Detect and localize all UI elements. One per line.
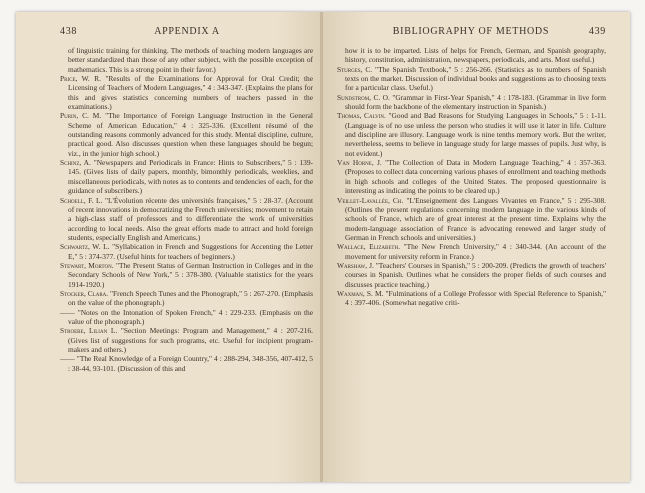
entry-author: ——: [60, 307, 75, 317]
entry-author: Stewart, Morton.: [60, 260, 114, 270]
entry-text: "Grammar in First-Year Spanish," 4 : 178-183. (Grammar in live form should form the backbone of the elementary instruction in Spanish.): [345, 92, 606, 112]
bibliography-entry: [60, 289, 313, 308]
entry-author: Van Horne, J.: [337, 158, 382, 168]
page-number: 439: [588, 26, 606, 37]
entry-author: Veillet-Lavallée, Ch.: [337, 195, 404, 205]
entry-text: how it is to be imparted. Lists of helps for French, German, and Spanish geography, history, constitution, administration, newspapers, periodicals, and arts. Most useful.): [345, 46, 606, 65]
right-page: [323, 12, 630, 482]
bibliography-entry: [337, 289, 606, 308]
entry-author: Wallace, Elizabeth.: [337, 242, 400, 252]
entry-author: Purin, C. M.: [60, 111, 102, 121]
entry-text: "Syllabication in French and Suggestions for Accenting the Letter E," 5 : 374-377. (Useful hints for teachers of beginners.): [68, 242, 314, 261]
bibliography-entry: [60, 196, 313, 243]
entry-author: Sturges, C.: [337, 64, 373, 74]
bibliography-entry: [337, 196, 606, 243]
entry-text: "Fulminations of a College Professor with Special Reference to Spanish," 4 : 397-406. (Somewhat negative criti-: [345, 288, 606, 308]
entry-author: Sundstrom, C. O.: [337, 92, 390, 102]
entry-text: of linguistic training for thinking. The methods of teaching modern languages are better standardized than those of any other subject, with the possible exception of mathematics. This is a strong point in their favor.): [68, 46, 313, 74]
entry-text: "The Present Status of German Instruction in Colleges and in the Secondary Schools of New York," 5 : 378-380. (Valuable statistics for the years 1914-1920.): [68, 260, 313, 289]
entry-text: "Notes on the Intonation of Spoken French," 4 : 229-233. (Emphasis on the value of the phonograph.): [68, 307, 314, 326]
bibliography-entry: [337, 111, 606, 158]
bibliography-entry: [60, 74, 313, 111]
entry-author: ——: [60, 354, 75, 364]
left-page-header: [60, 26, 313, 37]
entry-text: "L'Enseignement des Langues Vivantes en France," 5 : 295-308. (Outlines the present regulations concerning modern language in the various kinds of schools of France, which are of great interest at the present time. Explains why the modern-language association of France is advocating renewed and larger study of German in French schools and universities.): [345, 195, 606, 242]
entry-text: "Results of the Examinations for Approval for Oral Credit; the Licensing of Teachers of Modern Languages," 4 : 343-347. (Explains the plans for this and gives statistics concerning numbers of teachers passed in the examinations.): [68, 74, 313, 112]
bibliography-entry: [60, 158, 313, 195]
bibliography-entry: [60, 326, 313, 354]
entry-author: Thomas, Calvin.: [337, 111, 386, 121]
entry-author: Stocker, Clara.: [60, 288, 109, 298]
bibliography-list: [60, 46, 313, 373]
entry-text: "Good and Bad Reasons for Studying Languages in Schools," 5 : 1-11. (Language is of no use unless the person who studies it will use it later in life. Culture and discipline are illusory. Language work is nine tenths memory work. But the writer, nevertheless, seems to believe in language study for large masses of pupils. Just why, is not evident.): [345, 111, 607, 158]
entry-text: "The Collection of Data in Modern Language Teaching," 4 : 357-363. (Proposes to collect data concerning various phases of enrollment and teaching methods in high schools and colleges of the United States. The proposed questionnaire is interesting as indicating the points to be cleared up.): [345, 158, 607, 196]
bibliography-entry: [337, 93, 606, 112]
entry-author: Schinz, A.: [60, 158, 91, 168]
bibliography-entry: [60, 111, 313, 158]
left-page: [16, 12, 323, 482]
entry-text: "Newspapers and Periodicals in France: Hints to Subscribers," 5 : 139-145. (Gives lists of daily papers, monthly, bimonthly periodicals, weeklies, and miscellaneous periodicals, with notes as to contents and tendencies of each, for the guidance of subscribers.): [68, 158, 314, 196]
bibliography-entry: [337, 158, 606, 195]
entry-text: "Section Meetings: Program and Management," 4 : 207-216. (Gives list of suggestions for such programs, etc. Useful for incipient program-makers and others.): [68, 326, 313, 354]
entry-text: "Teachers' Courses in Spanish," 5 : 200-209. (Predicts the growth of teachers' courses in Spanish. Outlines what he considers the proper fields of such courses and discusses practice teaching.): [345, 260, 606, 289]
bibliography-entry: [337, 65, 606, 93]
entry-text: "The New French University," 4 : 340-344. (An account of the movement for university reform in France.): [345, 242, 606, 261]
entry-author: Schoell, F. L.: [60, 195, 103, 205]
bibliography-entry: [60, 308, 313, 327]
entry-text: "The Real Knowledge of a Foreign Country," 4 : 288-294, 348-356, 407-412, 5 : 38-44, 93-101. (Discussion of this and: [68, 354, 313, 373]
bibliography-entry: [60, 46, 313, 74]
entry-author: Stroebe, Lilian L.: [60, 326, 118, 336]
entry-author: Warshaw, J.: [337, 260, 374, 270]
entry-text: "The Spanish Textbook," 5 : 256-266. (Statistics as to numbers of Spanish texts on the market. Discussion of individual books and suggestions as to choosing texts for a particular class. Useful.): [345, 64, 606, 93]
bibliography-entry: [60, 261, 313, 289]
entry-author: Schwartz, W. L.: [60, 242, 110, 252]
entry-text: "The Importance of Foreign Language Instruction in the General Scheme of American Education," 4 : 325-336. (Excellent résumé of the outstanding reasons commonly advanced for this study. Mental discipline, culture, practical good. Also discusses question when these languages should be begun; viz., in the junior high school.): [68, 111, 313, 158]
bibliography-entry: [60, 242, 313, 261]
bibliography-entry: [337, 242, 606, 261]
bibliography-entry: [337, 261, 606, 289]
entry-text: "French Speech Tunes and the Phonograph," 5 : 267-270. (Emphasis on the value of the phonograph.): [68, 288, 313, 308]
entry-text: "L'Évolution récente des universités françaises," 5 : 28-37. (Account of recent innovations in democratizing the French universities; movement to retain a high-class staff of professors and to differentiate the work of universities according to local needs. Also the great efforts made to attract and hold foreign students, especially English and Americans.): [68, 195, 313, 242]
open-book: [16, 12, 630, 482]
page-number: 438: [60, 26, 78, 37]
right-page-header: [337, 26, 606, 37]
bibliography-entry: [337, 46, 606, 65]
running-head: APPENDIX A: [154, 26, 220, 37]
bibliography-list: [337, 46, 606, 308]
running-head: BIBLIOGRAPHY OF METHODS: [392, 26, 550, 37]
bibliography-entry: [60, 354, 313, 373]
entry-author: Price, W. R.: [60, 74, 101, 84]
entry-author: Waxman, S. M.: [337, 288, 384, 298]
